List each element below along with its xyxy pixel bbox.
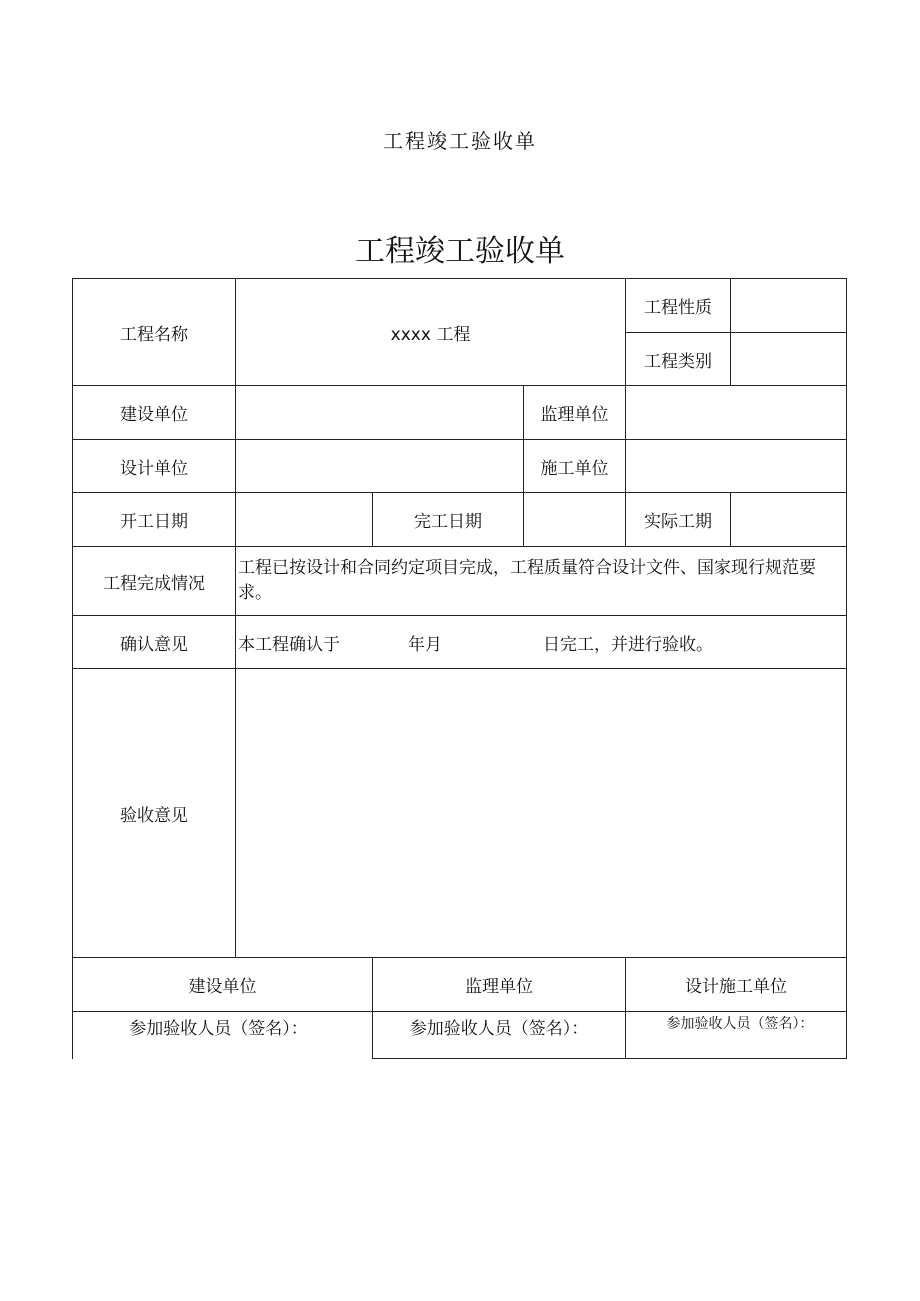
project-name-value[interactable]: xxxx 工程	[390, 324, 471, 345]
construction-unit-label: 建设单位	[120, 405, 188, 425]
page-header: 工程竣工验收单	[383, 129, 537, 153]
start-date-label: 开工日期	[120, 512, 188, 532]
document-title: 工程竣工验收单	[355, 234, 565, 269]
project-category-field[interactable]	[731, 333, 846, 385]
construction-unit-field[interactable]	[236, 386, 523, 439]
project-category-label: 工程类别	[644, 351, 712, 372]
builder-unit-field[interactable]	[626, 440, 846, 492]
start-date-field[interactable]	[236, 493, 372, 546]
signature-field-supervision[interactable]: 参加验收人员（签名）：	[409, 1019, 589, 1039]
confirm-year-month[interactable]: 年月	[408, 634, 442, 655]
acceptance-opinion-label: 验收意见	[120, 805, 188, 826]
supervision-unit-label: 监理单位	[540, 405, 609, 425]
signature-header-design-build: 设计施工单位	[685, 977, 787, 997]
table-rule	[72, 1011, 847, 1012]
signature-header-construction: 建设单位	[188, 977, 257, 997]
supervision-unit-field[interactable]	[626, 386, 846, 439]
design-unit-label: 设计单位	[120, 458, 188, 479]
signature-header-supervision: 监理单位	[465, 977, 533, 997]
table-border-bottom	[372, 1058, 847, 1059]
completion-date-field[interactable]	[524, 493, 625, 546]
builder-unit-label: 施工单位	[540, 458, 609, 479]
completion-date-label: 完工日期	[414, 512, 482, 532]
project-nature-field[interactable]	[731, 279, 846, 332]
table-border-right	[846, 278, 847, 1059]
project-nature-label: 工程性质	[644, 298, 712, 318]
confirm-part1: 本工程确认于	[238, 634, 340, 655]
confirm-part3[interactable]: 日完工，并进行验收。	[543, 634, 713, 655]
actual-duration-field[interactable]	[731, 493, 846, 546]
completion-status-label: 工程完成情况	[103, 573, 205, 594]
actual-duration-label: 实际工期	[644, 512, 712, 532]
confirm-label: 确认意见	[120, 634, 188, 655]
signature-field-construction[interactable]: 参加验收人员（签名）：	[129, 1019, 308, 1039]
signature-field-design-build[interactable]: 参加验收人员（签名）：	[666, 1016, 814, 1032]
design-unit-field[interactable]	[236, 440, 523, 492]
acceptance-opinion-field[interactable]	[236, 669, 846, 957]
project-name-label: 工程名称	[120, 324, 188, 345]
completion-status-text[interactable]: 工程已按设计和合同约定项目完成，工程质量符合设计文件、国家现行规范要求。	[238, 558, 816, 603]
